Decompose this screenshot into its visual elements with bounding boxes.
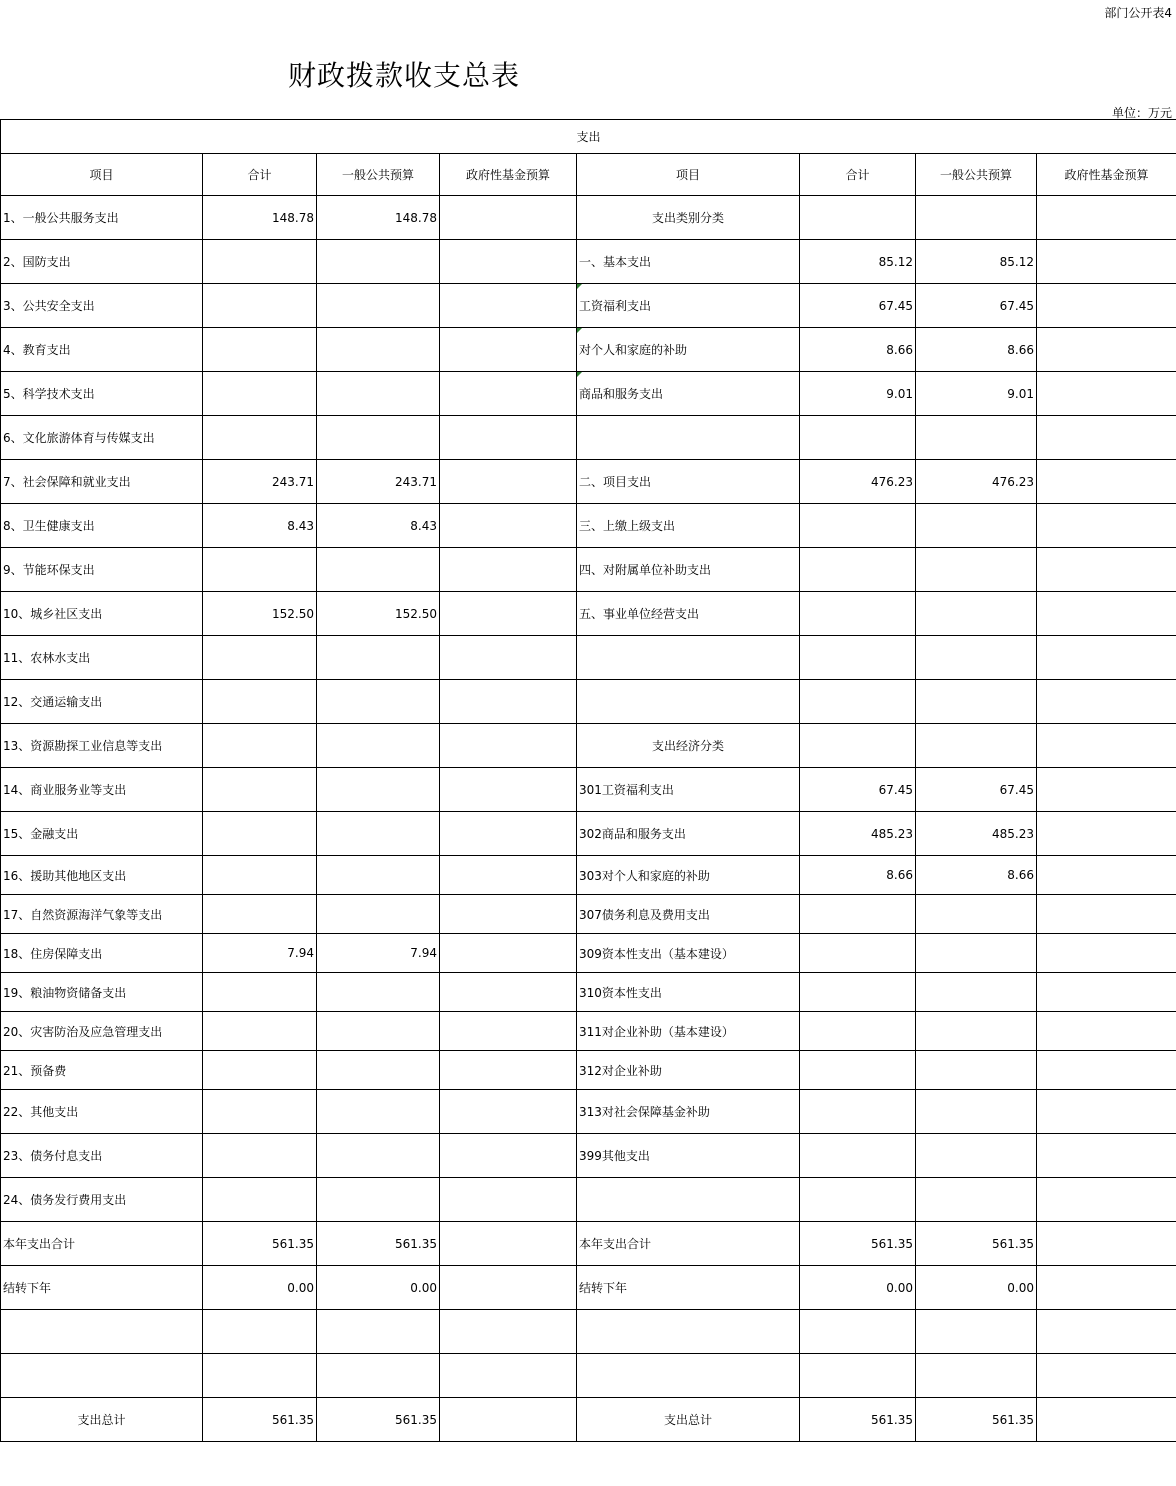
fund-budget-left: [440, 636, 577, 680]
col-header-item-left: 项目: [1, 154, 203, 196]
total-left: [203, 1051, 317, 1090]
total-left: [203, 1012, 317, 1051]
expense-item-right: 312对企业补助: [577, 1051, 800, 1090]
total-right: 85.12: [800, 240, 916, 284]
fund-budget-right: [1037, 504, 1176, 548]
general-budget-right: 561.35: [916, 1398, 1037, 1442]
table-row: [1, 372, 1176, 416]
fund-budget-left: [440, 1310, 577, 1354]
general-budget-right: [916, 1134, 1037, 1178]
fund-budget-right: [1037, 240, 1176, 284]
expense-item-left: 本年支出合计: [1, 1222, 203, 1266]
fund-budget-left: [440, 895, 577, 934]
total-left: 7.94: [203, 934, 317, 973]
fund-budget-right: [1037, 1012, 1176, 1051]
table-row: [1, 1051, 1176, 1090]
expense-item-right: [577, 416, 800, 460]
general-budget-right: 0.00: [916, 1266, 1037, 1310]
general-budget-right: [916, 1178, 1037, 1222]
total-right: 476.23: [800, 460, 916, 504]
expense-item-right: 本年支出合计: [577, 1222, 800, 1266]
general-budget-left: [317, 1354, 440, 1398]
total-right: 8.66: [800, 856, 916, 895]
expense-item-right: [577, 1354, 800, 1398]
fund-budget-left: [440, 680, 577, 724]
general-budget-right: [916, 680, 1037, 724]
general-budget-left: 243.71: [317, 460, 440, 504]
fund-budget-right: [1037, 460, 1176, 504]
general-budget-left: [317, 1051, 440, 1090]
table-row: [1, 680, 1176, 724]
expense-item-left: [1, 1354, 203, 1398]
general-budget-left: 148.78: [317, 196, 440, 240]
total-left: [203, 548, 317, 592]
fund-budget-right: [1037, 973, 1176, 1012]
expense-item-right: 309资本性支出（基本建设）: [577, 934, 800, 973]
table-row: [1, 895, 1176, 934]
general-budget-left: [317, 768, 440, 812]
fund-budget-left: [440, 1090, 577, 1134]
fund-budget-left: [440, 1266, 577, 1310]
expense-item-left: 23、债务付息支出: [1, 1134, 203, 1178]
general-budget-left: 561.35: [317, 1398, 440, 1442]
expense-item-right: 311对企业补助（基本建设）: [577, 1012, 800, 1051]
fund-budget-right: [1037, 372, 1176, 416]
expense-item-right: 313对社会保障基金补助: [577, 1090, 800, 1134]
expense-item-left: 16、援助其他地区支出: [1, 856, 203, 895]
total-left: [203, 856, 317, 895]
total-left: [203, 895, 317, 934]
expense-item-right: 工资福利支出: [577, 284, 800, 328]
table-row: [1, 1222, 1176, 1266]
general-budget-right: [916, 895, 1037, 934]
table-row: [1, 1398, 1176, 1442]
fund-budget-left: [440, 768, 577, 812]
col-header-fund-left: 政府性基金预算: [440, 154, 577, 196]
expense-item-left: 14、商业服务业等支出: [1, 768, 203, 812]
fund-budget-right: [1037, 416, 1176, 460]
expense-item-right: [577, 680, 800, 724]
general-budget-right: [916, 1012, 1037, 1051]
total-left: 152.50: [203, 592, 317, 636]
table-row: [1, 1310, 1176, 1354]
total-left: [203, 680, 317, 724]
total-right: [800, 724, 916, 768]
general-budget-right: 476.23: [916, 460, 1037, 504]
table-row: [1, 1090, 1176, 1134]
total-right: 0.00: [800, 1266, 916, 1310]
general-budget-right: [916, 196, 1037, 240]
expense-item-right: 支出总计: [577, 1398, 800, 1442]
table-row: [1, 1178, 1176, 1222]
general-budget-right: [916, 1310, 1037, 1354]
fund-budget-left: [440, 1051, 577, 1090]
expense-item-left: 1、一般公共服务支出: [1, 196, 203, 240]
total-right: [800, 592, 916, 636]
fund-budget-right: [1037, 1134, 1176, 1178]
table-row: [1, 1012, 1176, 1051]
general-budget-left: [317, 895, 440, 934]
table-row: [1, 1134, 1176, 1178]
general-budget-left: [317, 812, 440, 856]
fund-budget-left: [440, 856, 577, 895]
total-right: [800, 1354, 916, 1398]
general-budget-right: [916, 973, 1037, 1012]
table-row: [1, 768, 1176, 812]
expense-item-right: [577, 1310, 800, 1354]
total-left: [203, 416, 317, 460]
total-right: [800, 504, 916, 548]
expense-item-left: 15、金融支出: [1, 812, 203, 856]
general-budget-right: 485.23: [916, 812, 1037, 856]
general-budget-left: 0.00: [317, 1266, 440, 1310]
fund-budget-right: [1037, 724, 1176, 768]
expense-item-right: 一、基本支出: [577, 240, 800, 284]
fund-budget-right: [1037, 1310, 1176, 1354]
appropriation-table: [0, 119, 1176, 1442]
general-budget-left: 8.43: [317, 504, 440, 548]
expense-item-left: 13、资源勘探工业信息等支出: [1, 724, 203, 768]
total-left: 0.00: [203, 1266, 317, 1310]
table-row: [1, 636, 1176, 680]
fund-budget-right: [1037, 328, 1176, 372]
total-left: [203, 1090, 317, 1134]
table-row: [1, 196, 1176, 240]
expense-item-left: 17、自然资源海洋气象等支出: [1, 895, 203, 934]
fund-budget-right: [1037, 1090, 1176, 1134]
expense-item-right: 支出类别分类: [577, 196, 800, 240]
fund-budget-left: [440, 812, 577, 856]
table-row: [1, 1266, 1176, 1310]
general-budget-left: 152.50: [317, 592, 440, 636]
expense-item-left: 7、社会保障和就业支出: [1, 460, 203, 504]
form-number: 部门公开表4: [1104, 6, 1172, 20]
fund-budget-left: [440, 548, 577, 592]
general-budget-right: [916, 504, 1037, 548]
expense-item-left: 24、债务发行费用支出: [1, 1178, 203, 1222]
expense-item-right: 310资本性支出: [577, 973, 800, 1012]
total-right: 561.35: [800, 1398, 916, 1442]
fund-budget-right: [1037, 895, 1176, 934]
expense-item-right: 二、项目支出: [577, 460, 800, 504]
expense-item-left: [1, 1310, 203, 1354]
table-row: [1, 934, 1176, 973]
general-budget-left: [317, 416, 440, 460]
total-right: [800, 548, 916, 592]
general-budget-left: [317, 973, 440, 1012]
fund-budget-right: [1037, 636, 1176, 680]
general-budget-left: [317, 284, 440, 328]
general-budget-left: [317, 1310, 440, 1354]
table-row: [1, 973, 1176, 1012]
total-right: [800, 680, 916, 724]
general-budget-right: 561.35: [916, 1222, 1037, 1266]
expense-item-left: 10、城乡社区支出: [1, 592, 203, 636]
general-budget-right: [916, 636, 1037, 680]
col-header-total-right: 合计: [800, 154, 916, 196]
fund-budget-right: [1037, 1222, 1176, 1266]
total-left: [203, 372, 317, 416]
fund-budget-right: [1037, 1266, 1176, 1310]
section-header: 支出: [1, 120, 1176, 154]
expense-item-right: 399其他支出: [577, 1134, 800, 1178]
general-budget-left: [317, 724, 440, 768]
table-row: [1, 812, 1176, 856]
expense-item-right: 对个人和家庭的补助: [577, 328, 800, 372]
general-budget-left: [317, 1012, 440, 1051]
table-row: [1, 1354, 1176, 1398]
expense-item-right: 301工资福利支出: [577, 768, 800, 812]
table-row: [1, 724, 1176, 768]
fund-budget-right: [1037, 592, 1176, 636]
fund-budget-left: [440, 504, 577, 548]
general-budget-left: [317, 856, 440, 895]
fund-budget-right: [1037, 680, 1176, 724]
general-budget-left: [317, 1134, 440, 1178]
total-right: [800, 196, 916, 240]
total-left: [203, 240, 317, 284]
general-budget-right: 9.01: [916, 372, 1037, 416]
total-left: [203, 1354, 317, 1398]
total-left: [203, 724, 317, 768]
fund-budget-left: [440, 372, 577, 416]
general-budget-left: [317, 548, 440, 592]
fund-budget-right: [1037, 1398, 1176, 1442]
page-title: 财政拨款收支总表: [288, 59, 521, 92]
fund-budget-left: [440, 416, 577, 460]
general-budget-right: [916, 1090, 1037, 1134]
col-header-item-right: 项目: [577, 154, 800, 196]
table-row: [1, 240, 1176, 284]
expense-item-right: 四、对附属单位补助支出: [577, 548, 800, 592]
table-row: [1, 460, 1176, 504]
col-header-fund-right: 政府性基金预算: [1037, 154, 1176, 196]
fund-budget-right: [1037, 1178, 1176, 1222]
total-left: [203, 812, 317, 856]
fund-budget-right: [1037, 934, 1176, 973]
table-row: [1, 592, 1176, 636]
general-budget-right: [916, 724, 1037, 768]
col-header-general-right: 一般公共预算: [916, 154, 1037, 196]
total-right: [800, 1134, 916, 1178]
fund-budget-right: [1037, 284, 1176, 328]
expense-item-left: 4、教育支出: [1, 328, 203, 372]
total-right: 67.45: [800, 768, 916, 812]
total-left: [203, 1178, 317, 1222]
table-row: [1, 284, 1176, 328]
general-budget-left: [317, 328, 440, 372]
total-right: 561.35: [800, 1222, 916, 1266]
expense-item-left: 21、预备费: [1, 1051, 203, 1090]
general-budget-left: [317, 636, 440, 680]
total-right: 67.45: [800, 284, 916, 328]
expense-item-left: 22、其他支出: [1, 1090, 203, 1134]
column-header-row: [1, 154, 1176, 196]
general-budget-left: [317, 372, 440, 416]
expense-item-right: 五、事业单位经营支出: [577, 592, 800, 636]
table-row: [1, 416, 1176, 460]
general-budget-right: 8.66: [916, 856, 1037, 895]
total-right: [800, 1012, 916, 1051]
expense-item-right: [577, 1178, 800, 1222]
general-budget-left: [317, 1090, 440, 1134]
general-budget-right: 67.45: [916, 768, 1037, 812]
general-budget-left: 7.94: [317, 934, 440, 973]
total-right: 8.66: [800, 328, 916, 372]
total-left: 8.43: [203, 504, 317, 548]
expense-item-left: 20、灾害防治及应急管理支出: [1, 1012, 203, 1051]
col-header-general-left: 一般公共预算: [317, 154, 440, 196]
fund-budget-left: [440, 1134, 577, 1178]
total-left: [203, 973, 317, 1012]
general-budget-right: [916, 1354, 1037, 1398]
general-budget-right: [916, 1051, 1037, 1090]
total-left: [203, 284, 317, 328]
total-left: 561.35: [203, 1222, 317, 1266]
total-left: [203, 1310, 317, 1354]
general-budget-left: [317, 1178, 440, 1222]
fund-budget-left: [440, 1398, 577, 1442]
fund-budget-left: [440, 1354, 577, 1398]
fund-budget-right: [1037, 548, 1176, 592]
total-right: [800, 1090, 916, 1134]
fund-budget-left: [440, 328, 577, 372]
fund-budget-left: [440, 934, 577, 973]
expense-item-right: 结转下年: [577, 1266, 800, 1310]
total-right: [800, 973, 916, 1012]
general-budget-right: [916, 592, 1037, 636]
total-right: 485.23: [800, 812, 916, 856]
col-header-total-left: 合计: [203, 154, 317, 196]
fund-budget-left: [440, 284, 577, 328]
total-right: [800, 934, 916, 973]
fund-budget-left: [440, 196, 577, 240]
general-budget-right: [916, 416, 1037, 460]
fund-budget-right: [1037, 1354, 1176, 1398]
general-budget-right: [916, 548, 1037, 592]
total-right: [800, 1310, 916, 1354]
expense-item-right: 三、上缴上级支出: [577, 504, 800, 548]
section-header-row: [1, 120, 1176, 154]
general-budget-right: 67.45: [916, 284, 1037, 328]
total-left: [203, 1134, 317, 1178]
expense-item-left: 支出总计: [1, 1398, 203, 1442]
total-left: 243.71: [203, 460, 317, 504]
total-right: [800, 895, 916, 934]
total-left: 561.35: [203, 1398, 317, 1442]
expense-item-right: [577, 636, 800, 680]
general-budget-left: [317, 680, 440, 724]
expense-item-right: 支出经济分类: [577, 724, 800, 768]
fund-budget-left: [440, 240, 577, 284]
general-budget-left: 561.35: [317, 1222, 440, 1266]
expense-item-left: 9、节能环保支出: [1, 548, 203, 592]
general-budget-right: [916, 934, 1037, 973]
expense-item-left: 5、科学技术支出: [1, 372, 203, 416]
total-left: [203, 636, 317, 680]
fund-budget-right: [1037, 196, 1176, 240]
table-row: [1, 328, 1176, 372]
fund-budget-left: [440, 1222, 577, 1266]
total-right: [800, 636, 916, 680]
total-left: 148.78: [203, 196, 317, 240]
expense-item-right: 307债务利息及费用支出: [577, 895, 800, 934]
total-right: [800, 416, 916, 460]
table-row: [1, 856, 1176, 895]
general-budget-right: 85.12: [916, 240, 1037, 284]
fund-budget-right: [1037, 812, 1176, 856]
table-row: [1, 504, 1176, 548]
expense-item-left: 结转下年: [1, 1266, 203, 1310]
unit-label: 单位：万元: [1111, 106, 1172, 120]
general-budget-right: 8.66: [916, 328, 1037, 372]
expense-item-left: 12、交通运输支出: [1, 680, 203, 724]
expense-item-left: 18、住房保障支出: [1, 934, 203, 973]
total-right: [800, 1178, 916, 1222]
expense-item-right: 302商品和服务支出: [577, 812, 800, 856]
total-right: [800, 1051, 916, 1090]
fund-budget-left: [440, 1178, 577, 1222]
expense-item-right: 商品和服务支出: [577, 372, 800, 416]
expense-item-left: 6、文化旅游体育与传媒支出: [1, 416, 203, 460]
fund-budget-left: [440, 592, 577, 636]
expense-item-right: 303对个人和家庭的补助: [577, 856, 800, 895]
expense-item-left: 11、农林水支出: [1, 636, 203, 680]
expense-item-left: 3、公共安全支出: [1, 284, 203, 328]
fund-budget-right: [1037, 768, 1176, 812]
table-row: [1, 548, 1176, 592]
general-budget-left: [317, 240, 440, 284]
total-left: [203, 328, 317, 372]
expense-item-left: 19、粮油物资储备支出: [1, 973, 203, 1012]
fund-budget-right: [1037, 1051, 1176, 1090]
expense-item-left: 2、国防支出: [1, 240, 203, 284]
fund-budget-right: [1037, 856, 1176, 895]
fund-budget-left: [440, 724, 577, 768]
total-right: 9.01: [800, 372, 916, 416]
fund-budget-left: [440, 460, 577, 504]
total-left: [203, 768, 317, 812]
expense-item-left: 8、卫生健康支出: [1, 504, 203, 548]
fund-budget-left: [440, 973, 577, 1012]
fund-budget-left: [440, 1012, 577, 1051]
